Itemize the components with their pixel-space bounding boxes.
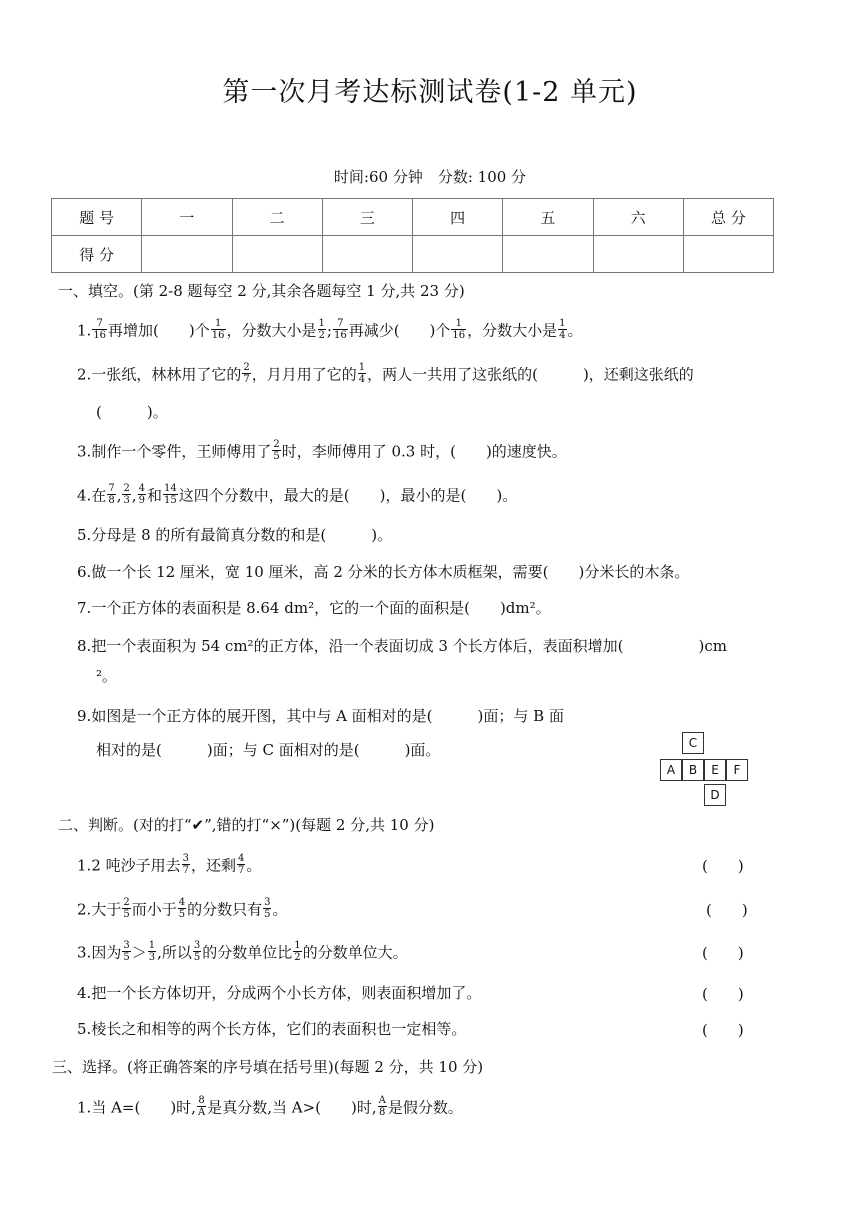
question-number: 5.: [77, 526, 92, 544]
question-text: 当 A=( )时,: [91, 1098, 196, 1117]
fraction: $\frac{4}{9}$: [138, 483, 146, 506]
score-header-cell: 四: [413, 199, 503, 236]
fraction: $\frac{2}{5}$: [273, 439, 280, 462]
fraction: $\frac{2}{3}$: [123, 483, 130, 506]
question-text: ，两人一共用了这张纸的( )，还剩这张纸的: [367, 365, 694, 384]
fraction: $\frac{1}{4}$: [358, 362, 366, 385]
answer-paren: ( ): [702, 1021, 744, 1039]
score-header-cell: 六: [593, 199, 683, 236]
net-face-f: F: [726, 759, 748, 781]
score-cell: [683, 236, 773, 273]
fraction: $\frac{3}{5}$: [193, 940, 201, 963]
question-text: 一张纸，林林用了它的: [91, 365, 242, 384]
question-number: 9.: [77, 707, 92, 725]
section2-heading: 二、判断。(对的打“✔”,错的打“×”)(每题 2 分,共 10 分): [58, 816, 435, 834]
s3-question-1: [77, 1097, 463, 1120]
question-text: 再减少( )个: [348, 321, 451, 340]
question-text: 棱长之和相等的两个长方体，它们的表面积也一定相等。: [91, 1020, 467, 1038]
score-row-label: 得 分: [52, 236, 142, 273]
s1-question-7: [77, 598, 551, 618]
fraction: $\frac{7}{16}$: [333, 318, 347, 341]
s1-question-6: [77, 562, 689, 582]
exam-meta: 时间:60 分钟 分数: 100 分: [333, 168, 527, 186]
s1-question-4: 4.在 $\frac{7}{8}$ , $\frac{2}{3}$ , $\frac{4}{9}$ 和 $\frac{14}{15}$ 这四个分数中，最大的是( )，最小的是( )。: [77, 483, 518, 506]
question-number: 1.: [77, 1098, 92, 1117]
section3-heading: 三、选择。(将正确答案的序号填在括号里)(每题 2 分，共 10 分): [52, 1058, 484, 1076]
score-header-cell: 一: [142, 199, 232, 236]
question-text: ＞: [131, 943, 147, 962]
question-text: ，分数大小是: [226, 321, 317, 340]
question-text: 2 吨沙子用去: [91, 856, 181, 875]
question-text: ;: [326, 321, 332, 340]
score-header-cell: 总 分: [683, 199, 773, 236]
score-cell: [413, 236, 503, 273]
fraction: $\frac{1}{2}$: [294, 940, 301, 963]
fraction: $\frac{1}{4}$: [559, 318, 566, 341]
score-value-row: [52, 236, 774, 273]
question-text: 是真分数,当 A>( )时,: [207, 1098, 377, 1117]
score-header-cell: 二: [232, 199, 322, 236]
net-face-c: C: [682, 732, 704, 754]
question-text: 大于: [91, 900, 122, 919]
fraction: $\frac{4}{7}$: [238, 853, 245, 876]
fraction: $\frac{3}{5}$: [123, 940, 130, 963]
question-text: ，还剩: [191, 856, 237, 875]
fraction: $\frac{7}{8}$: [108, 483, 115, 506]
score-table: [51, 198, 774, 273]
question-number: 3.: [77, 943, 92, 962]
question-text: 的分数单位比: [202, 943, 293, 962]
question-text: 。: [272, 900, 288, 919]
question-text: 的分数单位大。: [302, 943, 408, 962]
fraction: $\frac{A}{8}$: [378, 1095, 386, 1118]
s1-question-5: [77, 525, 392, 545]
s1-question-9-cont: 相对的是( )面；与 C 面相对的是( )面。: [96, 741, 441, 759]
answer-paren: ( ): [706, 901, 748, 919]
question-text: 做一个长 12 厘米，宽 10 厘米，高 2 分米的长方体木质框架，需要( )分米长的木条。: [91, 563, 690, 581]
fraction: $\frac{1}{3}$: [148, 940, 156, 963]
page-title: 第一次月考达标测试卷(1-2 单元): [222, 77, 638, 108]
fraction: $\frac{1}{2}$: [318, 318, 325, 341]
question-text: ，月月用了它的: [251, 365, 357, 384]
answer-paren: ( ): [702, 944, 744, 962]
score-cell: [503, 236, 593, 273]
question-text: 是假分数。: [387, 1098, 463, 1117]
s1-question-2-cont: ( )。: [96, 403, 168, 421]
s1-question-3: [77, 441, 567, 464]
net-face-d: D: [704, 784, 726, 806]
fraction: $\frac{7}{16}$: [93, 318, 107, 341]
question-text: 时，李师傅用了 0.3 时，( )的速度快。: [281, 442, 567, 461]
net-face-b: B: [682, 759, 704, 781]
question-text: 。: [567, 321, 583, 340]
score-header-cell: 五: [503, 199, 593, 236]
fraction: $\frac{2}{5}$: [123, 897, 130, 920]
question-text: 分母是 8 的所有最简真分数的和是( )。: [91, 526, 393, 544]
fraction: $\frac{3}{7}$: [182, 853, 189, 876]
question-text: 这四个分数中，最大的是( )，最小的是( )。: [178, 486, 518, 505]
score-cell: [593, 236, 683, 273]
question-number: 5.: [77, 1020, 92, 1038]
question-text: ,所以: [157, 943, 192, 962]
question-number: 6.: [77, 563, 92, 581]
score-header-cell: 题 号: [52, 199, 142, 236]
question-number: 2.: [77, 365, 92, 384]
s2-question-4: [77, 983, 481, 1003]
s1-question-9: [77, 706, 564, 726]
question-text: 因为: [91, 943, 122, 962]
question-text: 再增加( )个: [108, 321, 210, 340]
section1-heading: 一、填空。(第 2-8 题每空 2 分,其余各题每空 1 分,共 23 分): [58, 282, 465, 300]
s2-question-1: [77, 855, 261, 878]
fraction: $\frac{3}{5}$: [264, 897, 271, 920]
fraction: $\frac{8}{A}$: [197, 1095, 206, 1118]
question-text: 把一个长方体切开，分成两个小长方体，则表面积增加了。: [91, 984, 482, 1002]
s2-question-3: [77, 942, 408, 965]
question-text: 。: [246, 856, 262, 875]
question-text: 一个正方体的表面积是 8.64 dm²，它的一个面的面积是( )dm²。: [91, 599, 551, 617]
question-text: 如图是一个正方体的展开图，其中与 A 面相对的是( )面；与 B 面: [91, 707, 564, 725]
fraction: $\frac{4}{5}$: [178, 897, 186, 920]
s2-question-5: [77, 1019, 466, 1039]
question-text: 把一个表面积为 54 cm²的正方体，沿一个表面切成 3 个长方体后，表面积增加( )cm: [91, 637, 727, 655]
s1-question-8: [77, 636, 727, 656]
fraction: $\frac{1}{16}$: [211, 318, 225, 341]
question-number: 7.: [77, 599, 92, 617]
question-number: 8.: [77, 637, 92, 655]
answer-paren: ( ): [702, 857, 744, 875]
s1-question-2: [77, 364, 694, 387]
answer-paren: ( ): [702, 985, 744, 1003]
question-number: 4.: [77, 984, 92, 1002]
cube-net-diagram: [658, 732, 752, 808]
question-text: 制作一个零件，王师傅用了: [91, 442, 272, 461]
question-number: 1.: [77, 856, 92, 875]
question-number: 1.: [77, 321, 92, 340]
s1-question-1: [77, 320, 583, 343]
s1-question-8-cont: ²。: [96, 667, 118, 685]
question-text: ，分数大小是: [467, 321, 558, 340]
score-header-row: [52, 199, 774, 236]
s2-question-2: [77, 899, 288, 922]
score-header-cell: 三: [322, 199, 412, 236]
fraction: $\frac{2}{7}$: [243, 362, 250, 385]
net-face-e: E: [704, 759, 726, 781]
question-number: 2.: [77, 900, 92, 919]
net-face-a: A: [660, 759, 682, 781]
score-cell: [322, 236, 412, 273]
question-text: 的分数只有: [187, 900, 263, 919]
fraction: $\frac{1}{16}$: [452, 318, 466, 341]
score-cell: [142, 236, 232, 273]
fraction: $\frac{14}{15}$: [164, 483, 177, 506]
question-number: 4.: [77, 486, 92, 505]
question-number: 3.: [77, 442, 92, 461]
question-text: 而小于: [131, 900, 177, 919]
score-cell: [232, 236, 322, 273]
question-text: 在: [91, 486, 107, 505]
